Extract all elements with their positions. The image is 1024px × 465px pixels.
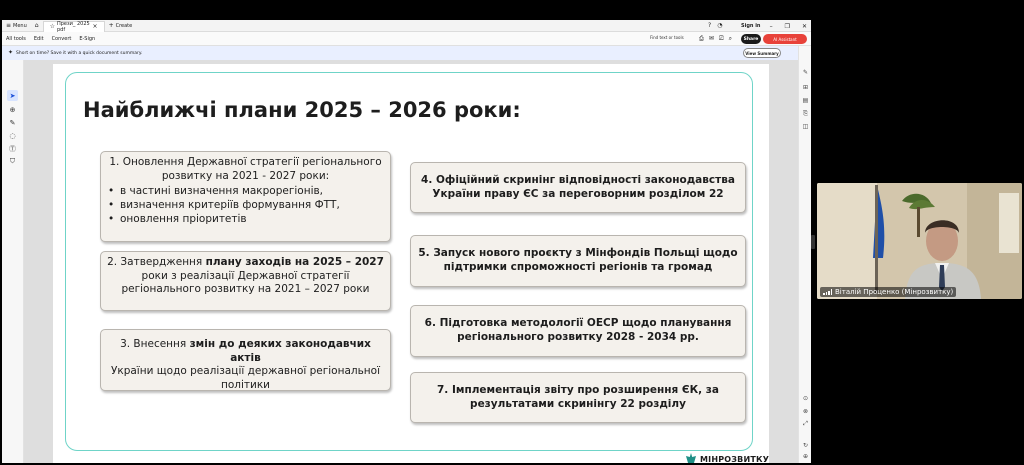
home-button[interactable] [31, 20, 43, 32]
share-button[interactable]: Share [741, 34, 761, 44]
plan-item-1-line2: розвитку на 2021 - 2027 роки: [161, 169, 330, 182]
plan-item-3-line3: політики [220, 378, 271, 391]
select-cursor-icon[interactable]: ➤ [7, 90, 18, 101]
menu-bar [2, 32, 811, 46]
participant-video-tile[interactable] [817, 183, 1022, 299]
window-controls [770, 20, 807, 32]
sparkle-icon: ✦ [8, 49, 14, 56]
plan-item-3-line2: України щодо реалізації державної регіональної [110, 365, 381, 378]
plan-item-6 [410, 305, 746, 357]
menu-button[interactable] [2, 20, 31, 32]
plan-item-6-line2: регіонального розвитку 2028 - 2034 рр. [457, 330, 699, 343]
left-tool-rail [2, 60, 24, 463]
comment-icon[interactable]: ✎ [802, 69, 809, 76]
stamp-icon[interactable]: ⛉ [9, 157, 16, 165]
plan-item-3-bold: змін до деяких законодавчих актів [189, 338, 371, 364]
plan-item-4 [410, 162, 746, 213]
audio-level-icon [823, 289, 832, 295]
bullet-item: • в частині визначення макрорегіонів, [107, 185, 384, 199]
help-icon[interactable]: ? [708, 22, 712, 29]
print-icon[interactable]: ⎚ [718, 35, 724, 42]
plan-item-5-line2: підтримки спроможності регіонів та громад [443, 260, 713, 273]
toolbar-icons [699, 35, 732, 43]
search-icon[interactable]: ⌕ [728, 35, 733, 42]
bookmark-icon[interactable]: ⊞ [802, 84, 809, 91]
plan-item-5 [410, 235, 746, 287]
logo-text: МІНРОЗВИТКУ [700, 454, 770, 463]
ai-assistant-button[interactable]: AI Assistant [763, 34, 807, 44]
minimize-icon[interactable]: – [769, 22, 773, 30]
attach-icon[interactable]: ⎘ [803, 109, 808, 117]
maximize-icon[interactable]: ❐ [784, 22, 790, 30]
participant-name-label [820, 287, 956, 297]
plan-item-2-line2: роки з реалізації Державної стратегії [141, 269, 350, 282]
plan-item-3-prefix: 3. Внесення [120, 338, 190, 350]
zoom-icon[interactable]: ⊕ [9, 105, 16, 114]
plan-item-3 [100, 329, 391, 391]
participant-name: Віталій Проценко (Мінрозвитку) [835, 288, 954, 296]
plan-item-1-line1: 1. Оновлення Державної стратегії регіонального [109, 156, 382, 168]
hamburger-icon: ≡ [6, 21, 12, 29]
close-tab-icon[interactable]: × [92, 22, 98, 30]
lasso-icon[interactable]: ◌ [9, 131, 16, 140]
new-tab-button[interactable] [105, 20, 137, 32]
thumbnails-icon[interactable]: ▤ [802, 97, 809, 104]
view-summary-button[interactable]: View Summary [743, 48, 781, 58]
plan-item-2-line1 [107, 256, 384, 270]
mail-icon[interactable]: ✉ [708, 35, 714, 42]
plan-item-4-line1: 4. Офіційний скринінг відповідності законодавства [421, 174, 735, 186]
menu-all-tools[interactable]: All tools [6, 35, 26, 42]
sign-in-button[interactable]: Sign in [741, 23, 761, 29]
fit-page-icon[interactable]: ⤢ [803, 419, 808, 427]
text-select-icon[interactable]: Ⓣ [9, 144, 16, 153]
close-window-icon[interactable]: ✕ [801, 22, 807, 30]
menu-convert[interactable]: Convert [51, 35, 72, 42]
plan-item-1 [100, 151, 391, 242]
plan-item-7-line1: 7. Імплементація звіту про розширення ЄК, за [437, 384, 719, 396]
notice-text: Short on time? Save it with a quick document summary. [16, 50, 143, 56]
ministry-logo [685, 453, 769, 463]
bullet-item: • оновлення пріоритетів [107, 213, 384, 227]
summary-notice-bar [2, 46, 798, 60]
zoom-in-icon[interactable]: ⊕ [802, 453, 809, 460]
page-up-icon[interactable]: ⊙ [802, 395, 809, 402]
plus-icon: + [108, 21, 114, 29]
slide-title: Найближчі плани 2025 – 2026 роки: [83, 98, 521, 122]
tab-document-label: Прези_ 2025 pdf [56, 20, 90, 33]
save-icon[interactable]: ⎙ [699, 35, 704, 42]
participant-video-image [817, 183, 1022, 299]
menu-e-sign[interactable]: E-Sign [79, 35, 96, 42]
page-down-icon[interactable]: ⊗ [802, 408, 809, 415]
star-icon: ☆ [49, 22, 55, 30]
plan-item-2 [100, 251, 391, 311]
home-icon: ⌂ [34, 21, 39, 29]
tab-document[interactable] [43, 21, 105, 32]
acrobat-window [2, 20, 811, 463]
plan-item-2-line3: регіонального розвитку на 2021 – 2027 роки [121, 283, 370, 296]
title-bar [2, 20, 811, 32]
new-tab-label: Create [115, 22, 133, 29]
menu-edit[interactable]: Edit [33, 35, 44, 42]
plan-item-7 [410, 372, 746, 423]
right-tool-rail [798, 46, 811, 463]
rotate-icon[interactable]: ↻ [802, 442, 809, 449]
trident-logo-icon [685, 453, 697, 463]
plan-item-6-line1: 6. Підготовка методології ОЕСР щодо планування [424, 317, 732, 329]
pdf-page [53, 64, 769, 463]
bell-icon[interactable]: ◔ [717, 22, 723, 29]
plan-item-1-bullets [107, 185, 384, 226]
menu-label: Menu [13, 22, 27, 29]
document-area [24, 60, 798, 463]
plan-item-2-bold: плану заходів на 2025 – 2027 [205, 256, 384, 268]
layers-icon[interactable]: ◫ [802, 123, 809, 130]
plan-item-3-line1 [107, 338, 384, 365]
gallery-handle[interactable] [811, 235, 815, 249]
plan-item-7-line2: результатами скринінгу 22 розділу [470, 397, 686, 410]
pen-icon[interactable]: ✎ [9, 118, 16, 127]
plan-item-5-line1: 5. Запуск нового проєкту з Мінфондів Польщі щодо [418, 247, 738, 259]
plan-item-2-prefix: 2. Затвердження [107, 256, 206, 268]
find-text-field[interactable]: Find text or tools [650, 35, 684, 40]
bullet-item: • визначення критеріїв формування ФТТ, [107, 199, 384, 213]
plan-item-4-line2: України праву ЄС за переговорним розділом 22 [432, 187, 724, 200]
